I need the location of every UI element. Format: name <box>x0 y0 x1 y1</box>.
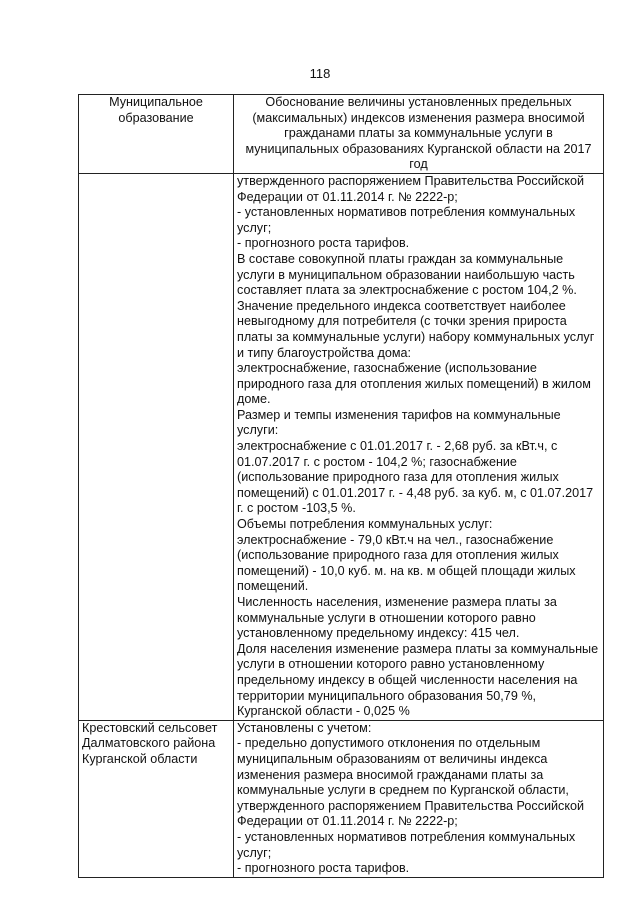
table-row <box>79 720 604 877</box>
justification-line: - прогнозного роста тарифов. <box>237 236 410 251</box>
justification-line: Доля населения изменение размера платы за коммунальные услуги в отношении которого равно установленному предельному индексу в общей численности населения на территории муниципального образования 50,79 %, Курганской области - 0,025 % <box>237 641 599 719</box>
table-row <box>79 173 604 720</box>
header-municipality: Муниципальное образование <box>79 95 234 174</box>
tariff-index-table <box>78 94 604 878</box>
page-number: 118 <box>309 66 331 81</box>
municipality-cell <box>79 173 234 720</box>
justification-line: Объемы потребления коммунальных услуг: <box>237 517 493 532</box>
justification-line: - установленных нормативов потребления коммунальных услуг; <box>237 829 576 860</box>
table-header-row <box>79 95 604 174</box>
justification-line: Значение предельного индекса соответствует наиболее невыгодному для потребителя (с точки зрения прироста платы за коммунальные услуги) набору коммунальных услуг и типу благоустройства дома: <box>237 298 595 360</box>
justification-line: Установлены с учетом: <box>237 720 372 735</box>
header-justification: Обоснование величины установленных предельных (максимальных) индексов изменения размера вносимой гражданами платы за коммунальные услуги в муниципальных образованиях Курганской области на 2017 год <box>234 95 604 174</box>
justification-line: - установленных нормативов потребления коммунальных услуг; <box>237 205 576 235</box>
justification-cell <box>234 720 604 877</box>
justification-line: Численность населения, изменение размера платы за коммунальные услуги в отношении которого равно установленному предельному индексу: 415 чел. <box>237 595 557 641</box>
justification-line: утвержденного распоряжением Правительства Российской Федерации от 01.11.2014 г. № 2222-р; <box>237 173 585 204</box>
justification-line: Размер и темпы изменения тарифов на коммунальные услуги: <box>237 407 561 438</box>
justification-line: электроснабжение, газоснабжение (использование природного газа для отопления жилых помещений) в жилом доме. <box>237 361 591 407</box>
justification-line: электроснабжение - 79,0 кВт.ч на чел., газоснабжение (использование природного газа для отопления жилых помещений) - 10,0 куб. м. на кв. м общей площади жилых помещений. <box>237 532 576 594</box>
justification-line: электроснабжение с 01.01.2017 г. - 2,68 руб. за кВт.ч, с 01.07.2017 г. с ростом - 104,2 %; газоснабжение (использование природного газа для отопления жилых помещений) с 01.01.2017 г. - 4,48 руб. за куб. м, с 01.07.2017 г. с ростом -103,5 %. <box>237 439 594 516</box>
municipality-cell: Крестовский сельсовет Далматовского района Курганской области <box>79 720 234 877</box>
justification-cell <box>234 173 604 720</box>
justification-line: - предельно допустимого отклонения по отдельным муниципальным образованиям от величины индекса изменения размера вносимой гражданами платы за коммунальные услуги в среднем по Курганской области, утвержденного распоряжением Правительства Российской Федерации от 01.11.2014 г. № 2222-р; <box>237 736 585 829</box>
justification-line: В составе совокупной платы граждан за коммунальные услуги в муниципальном образовании наибольшую часть составляет плата за электроснабжение с ростом 104,2 %. <box>237 251 577 298</box>
justification-line: - прогнозного роста тарифов. <box>237 861 410 876</box>
